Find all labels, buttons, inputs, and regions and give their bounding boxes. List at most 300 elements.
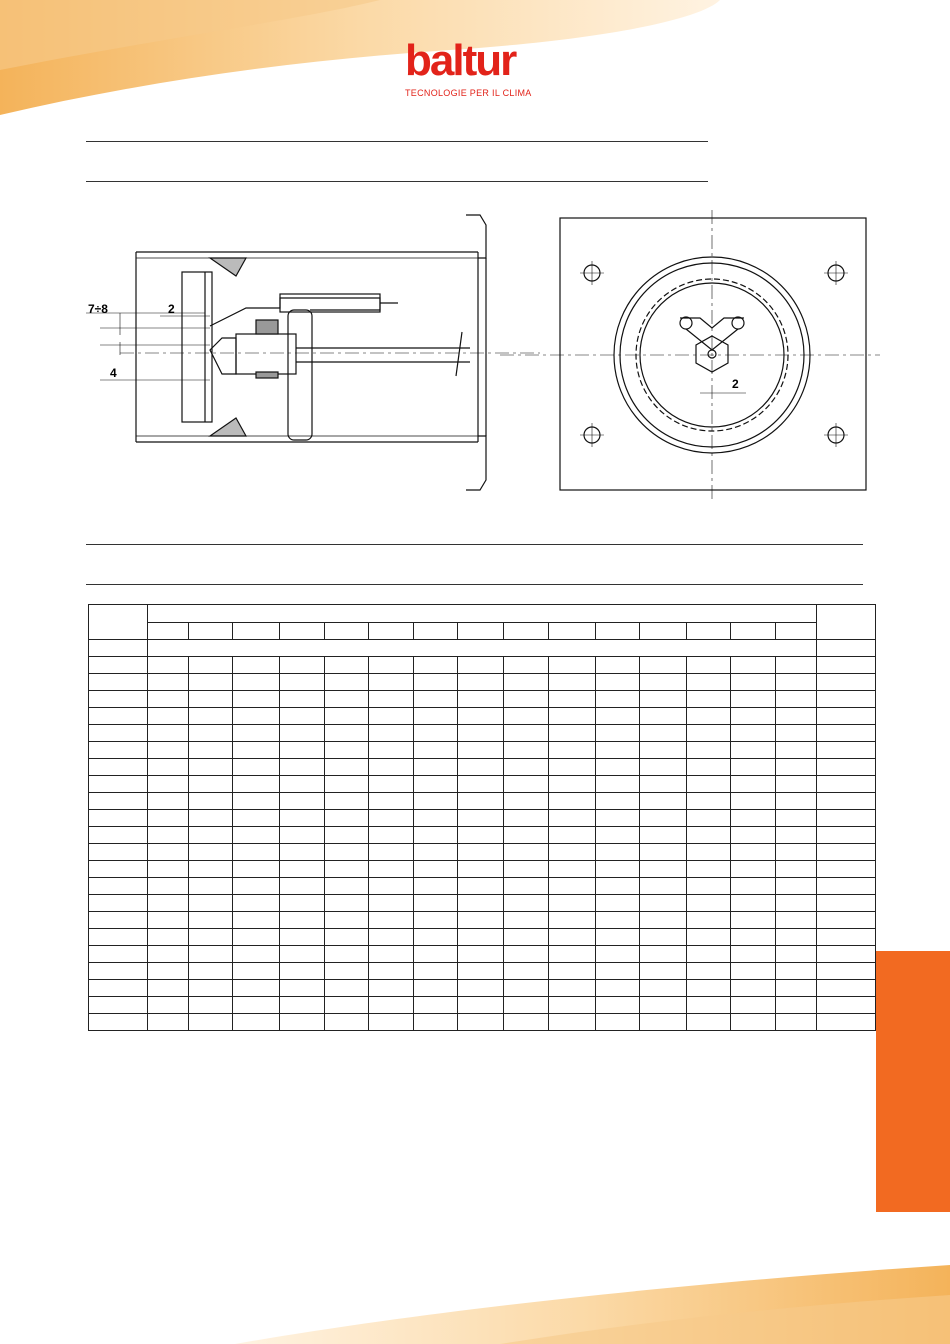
table-cell — [817, 980, 876, 997]
table-cell — [687, 895, 731, 912]
header-row — [89, 605, 876, 623]
table-cell — [369, 708, 414, 725]
table-cell — [731, 929, 776, 946]
table-cell — [687, 929, 731, 946]
table-cell — [640, 912, 687, 929]
table-cell — [549, 997, 596, 1014]
table-cell — [596, 929, 640, 946]
table-cell — [504, 827, 549, 844]
table-cell — [148, 793, 189, 810]
table-cell — [369, 912, 414, 929]
table-cell — [369, 895, 414, 912]
table-cell — [640, 878, 687, 895]
table-cell — [458, 725, 504, 742]
table-cell — [504, 878, 549, 895]
table-cell — [148, 912, 189, 929]
table-cell — [89, 674, 148, 691]
table-cell — [817, 793, 876, 810]
table-cell — [504, 793, 549, 810]
table-row — [89, 827, 876, 844]
table-cell — [549, 776, 596, 793]
table-cell — [233, 725, 280, 742]
table-cell — [776, 742, 817, 759]
table-cell — [817, 878, 876, 895]
table-cell — [280, 912, 325, 929]
table-row — [89, 929, 876, 946]
table-cell — [731, 963, 776, 980]
table-cell — [233, 980, 280, 997]
table-cell — [776, 776, 817, 793]
table-cell — [596, 708, 640, 725]
table-cell — [233, 861, 280, 878]
table-cell — [640, 1014, 687, 1031]
table-cell — [233, 844, 280, 861]
table-cell — [369, 827, 414, 844]
table-cell — [89, 895, 148, 912]
table-cell — [687, 963, 731, 980]
table-row — [89, 980, 876, 997]
table-cell — [280, 946, 325, 963]
table-cell — [148, 674, 189, 691]
table-cell — [596, 759, 640, 776]
table-cell — [549, 793, 596, 810]
table-cell — [369, 725, 414, 742]
table-cell — [687, 725, 731, 742]
table-cell — [189, 861, 233, 878]
table-cell — [148, 1014, 189, 1031]
table-cell — [458, 793, 504, 810]
table-cell — [640, 742, 687, 759]
table-cell — [817, 776, 876, 793]
table-cell — [731, 895, 776, 912]
table-cell — [549, 742, 596, 759]
table-cell — [549, 946, 596, 963]
table-cell — [280, 895, 325, 912]
table-cell — [148, 844, 189, 861]
table-cell — [731, 946, 776, 963]
table-cell — [596, 691, 640, 708]
table-cell — [504, 929, 549, 946]
table-cell — [817, 827, 876, 844]
table-cell — [233, 708, 280, 725]
table-cell — [325, 912, 369, 929]
table-cell — [369, 776, 414, 793]
table-cell — [414, 827, 458, 844]
table-cell — [549, 980, 596, 997]
table-cell — [414, 895, 458, 912]
table-cell — [280, 980, 325, 997]
table-cell — [504, 674, 549, 691]
table-cell — [414, 691, 458, 708]
table-cell — [369, 810, 414, 827]
table-cell — [731, 674, 776, 691]
table-row — [89, 895, 876, 912]
table-row — [89, 742, 876, 759]
table-cell — [89, 810, 148, 827]
table-cell — [504, 946, 549, 963]
table-cell — [549, 963, 596, 980]
table-cell — [89, 1014, 148, 1031]
table-cell — [504, 1014, 549, 1031]
table-cell — [369, 674, 414, 691]
table-cell — [687, 980, 731, 997]
table-cell — [189, 929, 233, 946]
table-cell — [325, 827, 369, 844]
table-cell — [148, 895, 189, 912]
table-cell — [596, 827, 640, 844]
table-cell — [458, 963, 504, 980]
table-cell — [817, 742, 876, 759]
table-cell — [731, 912, 776, 929]
table-cell — [280, 997, 325, 1014]
table-cell — [549, 691, 596, 708]
table-cell — [414, 742, 458, 759]
table-cell — [596, 980, 640, 997]
table-cell — [776, 657, 817, 674]
table-cell — [640, 980, 687, 997]
table-cell — [414, 912, 458, 929]
table-row — [89, 708, 876, 725]
table-cell — [687, 793, 731, 810]
table-cell — [776, 674, 817, 691]
table-cell — [504, 844, 549, 861]
table-cell — [596, 674, 640, 691]
table-cell — [233, 827, 280, 844]
table-cell — [89, 912, 148, 929]
table-cell — [414, 776, 458, 793]
table-cell — [458, 878, 504, 895]
table-cell — [414, 963, 458, 980]
table-cell — [325, 980, 369, 997]
table-cell — [148, 810, 189, 827]
table-row — [89, 725, 876, 742]
table-cell — [369, 657, 414, 674]
table-cell — [549, 895, 596, 912]
table-cell — [369, 793, 414, 810]
table-cell — [687, 657, 731, 674]
table-row — [89, 878, 876, 895]
table-cell — [687, 742, 731, 759]
table-cell — [414, 946, 458, 963]
table-cell — [89, 827, 148, 844]
table-cell — [640, 997, 687, 1014]
brand-logo: baltur — [405, 36, 516, 85]
table-row — [89, 963, 876, 980]
table-cell — [369, 691, 414, 708]
table-cell — [148, 708, 189, 725]
table-cell — [549, 1014, 596, 1031]
table-row — [89, 844, 876, 861]
table-cell — [776, 980, 817, 997]
table-cell — [687, 759, 731, 776]
table-cell — [458, 980, 504, 997]
table-cell — [549, 827, 596, 844]
table-cell — [817, 946, 876, 963]
table-cell — [458, 657, 504, 674]
table-cell — [369, 929, 414, 946]
table-row — [89, 861, 876, 878]
table-cell — [233, 929, 280, 946]
table-cell — [89, 844, 148, 861]
table-cell — [687, 691, 731, 708]
table-cell — [458, 997, 504, 1014]
burner-head-drawing — [0, 200, 950, 500]
rule-mid-2 — [86, 584, 863, 585]
table-cell — [731, 861, 776, 878]
table-cell — [504, 980, 549, 997]
header-subrow — [89, 622, 876, 640]
table-cell — [369, 997, 414, 1014]
table-cell — [458, 844, 504, 861]
table-cell — [731, 997, 776, 1014]
table-cell — [549, 844, 596, 861]
table-cell — [414, 759, 458, 776]
table-cell — [504, 997, 549, 1014]
table-row — [89, 810, 876, 827]
table-cell — [325, 793, 369, 810]
table-cell — [89, 878, 148, 895]
table-cell — [731, 742, 776, 759]
table-cell — [687, 844, 731, 861]
table-cell — [458, 827, 504, 844]
table-cell — [549, 810, 596, 827]
table-cell — [776, 1014, 817, 1031]
table-cell — [596, 997, 640, 1014]
table-cell — [776, 844, 817, 861]
table-cell — [369, 759, 414, 776]
table-cell — [817, 759, 876, 776]
table-cell — [325, 997, 369, 1014]
table-cell — [325, 929, 369, 946]
table-cell — [325, 946, 369, 963]
table-cell — [504, 895, 549, 912]
table-cell — [549, 725, 596, 742]
table-cell — [189, 980, 233, 997]
table-cell — [731, 657, 776, 674]
table-row — [89, 759, 876, 776]
table-cell — [731, 980, 776, 997]
table-cell — [189, 878, 233, 895]
table-cell — [596, 742, 640, 759]
table-cell — [817, 674, 876, 691]
table-cell — [817, 657, 876, 674]
table-cell — [414, 793, 458, 810]
table-cell — [776, 963, 817, 980]
table-cell — [280, 827, 325, 844]
table-cell — [414, 657, 458, 674]
table-cell — [280, 742, 325, 759]
table-cell — [414, 725, 458, 742]
table-cell — [596, 793, 640, 810]
table-cell — [280, 929, 325, 946]
table-cell — [596, 895, 640, 912]
table-cell — [776, 878, 817, 895]
table-cell — [148, 878, 189, 895]
table-cell — [687, 776, 731, 793]
table-cell — [414, 1014, 458, 1031]
table-cell — [89, 759, 148, 776]
table-cell — [640, 708, 687, 725]
table-cell — [731, 793, 776, 810]
table-cell — [280, 725, 325, 742]
table-cell — [148, 827, 189, 844]
table-cell — [731, 691, 776, 708]
table-cell — [731, 827, 776, 844]
table-cell — [687, 708, 731, 725]
table-cell — [233, 759, 280, 776]
table-cell — [596, 946, 640, 963]
table-cell — [817, 963, 876, 980]
table-cell — [549, 878, 596, 895]
table-cell — [687, 1014, 731, 1031]
table-row — [89, 1014, 876, 1031]
table-cell — [549, 861, 596, 878]
rule-top-2 — [86, 181, 708, 182]
table-cell — [280, 793, 325, 810]
table-cell — [325, 742, 369, 759]
table-cell — [89, 793, 148, 810]
table-cell — [549, 657, 596, 674]
table-cell — [414, 929, 458, 946]
table-cell — [504, 691, 549, 708]
table-cell — [280, 759, 325, 776]
table-cell — [596, 725, 640, 742]
nozzle-table — [88, 604, 876, 1031]
table-cell — [280, 674, 325, 691]
table-cell — [189, 691, 233, 708]
table-cell — [189, 810, 233, 827]
table-cell — [369, 946, 414, 963]
table-cell — [233, 878, 280, 895]
table-cell — [731, 708, 776, 725]
table-cell — [817, 708, 876, 725]
table-row — [89, 793, 876, 810]
table-cell — [369, 963, 414, 980]
table-cell — [504, 861, 549, 878]
table-cell — [504, 759, 549, 776]
table-cell — [280, 810, 325, 827]
table-cell — [189, 725, 233, 742]
table-cell — [504, 963, 549, 980]
table-cell — [280, 1014, 325, 1031]
table-cell — [325, 878, 369, 895]
table-cell — [549, 708, 596, 725]
table-cell — [458, 912, 504, 929]
table-cell — [596, 912, 640, 929]
table-cell — [233, 946, 280, 963]
table-cell — [640, 844, 687, 861]
table-cell — [458, 929, 504, 946]
table-cell — [325, 861, 369, 878]
table-cell — [325, 1014, 369, 1031]
table-cell — [458, 708, 504, 725]
table-cell — [325, 708, 369, 725]
table-cell — [233, 895, 280, 912]
table-cell — [189, 708, 233, 725]
table-cell — [280, 776, 325, 793]
table-cell — [325, 657, 369, 674]
table-cell — [731, 759, 776, 776]
table-cell — [189, 946, 233, 963]
dim-electrode-tip: 2 — [168, 302, 175, 316]
table-cell — [414, 861, 458, 878]
brand-tagline: TECNOLOGIE PER IL CLIMA — [405, 88, 532, 98]
table-cell — [504, 742, 549, 759]
table-cell — [596, 810, 640, 827]
table-cell — [504, 912, 549, 929]
table-cell — [817, 929, 876, 946]
data-grid — [88, 604, 876, 1031]
table-cell — [414, 997, 458, 1014]
table-cell — [89, 742, 148, 759]
table-cell — [189, 963, 233, 980]
table-cell — [189, 844, 233, 861]
table-cell — [89, 861, 148, 878]
table-cell — [817, 691, 876, 708]
table-row — [89, 657, 876, 674]
table-cell — [640, 929, 687, 946]
table-cell — [369, 980, 414, 997]
table-cell — [640, 691, 687, 708]
table-cell — [458, 742, 504, 759]
table-cell — [148, 861, 189, 878]
table-cell — [89, 691, 148, 708]
rule-mid-1 — [86, 544, 863, 545]
table-cell — [458, 895, 504, 912]
table-cell — [233, 1014, 280, 1031]
bottom-swoosh-decoration — [0, 1255, 950, 1344]
table-cell — [414, 708, 458, 725]
table-cell — [596, 776, 640, 793]
table-cell — [731, 878, 776, 895]
table-row — [89, 640, 876, 657]
table-cell — [458, 691, 504, 708]
table-cell — [414, 810, 458, 827]
table-cell — [731, 844, 776, 861]
table-cell — [458, 946, 504, 963]
table-cell — [640, 793, 687, 810]
table-cell — [325, 759, 369, 776]
table-cell — [189, 793, 233, 810]
table-cell — [504, 708, 549, 725]
table-cell — [148, 980, 189, 997]
table-cell — [458, 1014, 504, 1031]
table-cell — [189, 674, 233, 691]
table-cell — [369, 1014, 414, 1031]
table-cell — [89, 725, 148, 742]
table-cell — [414, 844, 458, 861]
table-cell — [640, 674, 687, 691]
table-cell — [280, 691, 325, 708]
table-cell — [640, 725, 687, 742]
table-cell — [280, 963, 325, 980]
table-cell — [640, 657, 687, 674]
table-cell — [549, 929, 596, 946]
table-cell — [687, 827, 731, 844]
table-cell — [414, 980, 458, 997]
table-cell — [148, 929, 189, 946]
table-cell — [776, 912, 817, 929]
table-cell — [596, 878, 640, 895]
table-cell — [189, 759, 233, 776]
table-cell — [369, 742, 414, 759]
table-cell — [817, 810, 876, 827]
table-cell — [89, 657, 148, 674]
table-cell — [89, 776, 148, 793]
table-cell — [640, 810, 687, 827]
table-cell — [504, 810, 549, 827]
table-cell — [596, 1014, 640, 1031]
